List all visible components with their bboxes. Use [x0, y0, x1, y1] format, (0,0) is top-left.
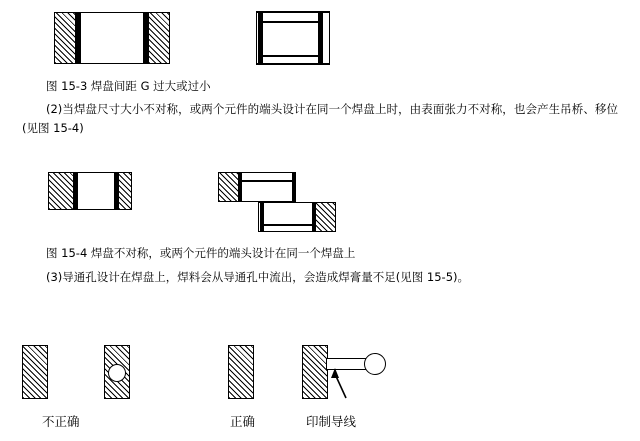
bottom-edge-right [256, 63, 330, 65]
pad-correct [228, 345, 254, 399]
shared-pad-terminal-upper-left [218, 172, 240, 202]
label-incorrect: 不正确 [42, 414, 80, 429]
shared-pad-body-lower [258, 202, 316, 232]
shared-pad-terminal-lower-right [314, 202, 336, 232]
terminal-asym-large [48, 172, 74, 210]
shared-pad-upper-inner [242, 180, 292, 182]
shared-pad-upper-b [292, 172, 296, 202]
shared-pad-upper-a [238, 172, 242, 202]
component-terminal-left-b [148, 12, 170, 64]
shared-pad-body-upper [238, 172, 296, 202]
solder-pad-left-a [76, 12, 81, 64]
label-printed-trace: 印制导线 [306, 414, 357, 429]
paragraph-item-3: (3)导通孔设计在焊盘上，焊料会从导通孔中流出，会造成焊膏量不足(见图 15-5)。 [46, 270, 470, 284]
pad-asym-b [114, 172, 118, 210]
shared-pad-lower-inner [264, 224, 312, 226]
component-terminal-left-a [54, 12, 76, 64]
inner-line-right-top [263, 21, 318, 23]
via-hole-icon [108, 364, 126, 382]
figure-15-3-caption: 图 15-3 焊盘间距 G 过大或过小 [46, 79, 211, 93]
pad-incorrect-plain [22, 345, 48, 399]
figure-15-4-caption: 图 15-4 焊盘不对称，或两个元件的端头设计在同一个焊盘上 [46, 246, 356, 260]
solder-pad-left-b [143, 12, 148, 64]
solder-pad-right-b [318, 12, 323, 64]
shared-pad-lower-a [260, 202, 264, 232]
inner-line-right-bottom [263, 55, 318, 57]
terminal-asym-small [118, 172, 132, 210]
paragraph-item-2: (2)当焊盘尺寸大小不对称，或两个元件的端头设计在同一个焊盘上时，由表面张力不对称，也会产生吊桥、移位(见图 15-4) [22, 102, 618, 135]
pad-asym-a [74, 172, 78, 210]
label-correct: 正确 [230, 414, 256, 429]
shared-pad-lower-b [312, 202, 316, 232]
top-edge-right [256, 11, 330, 13]
trace-pointer-arrow [320, 366, 370, 400]
